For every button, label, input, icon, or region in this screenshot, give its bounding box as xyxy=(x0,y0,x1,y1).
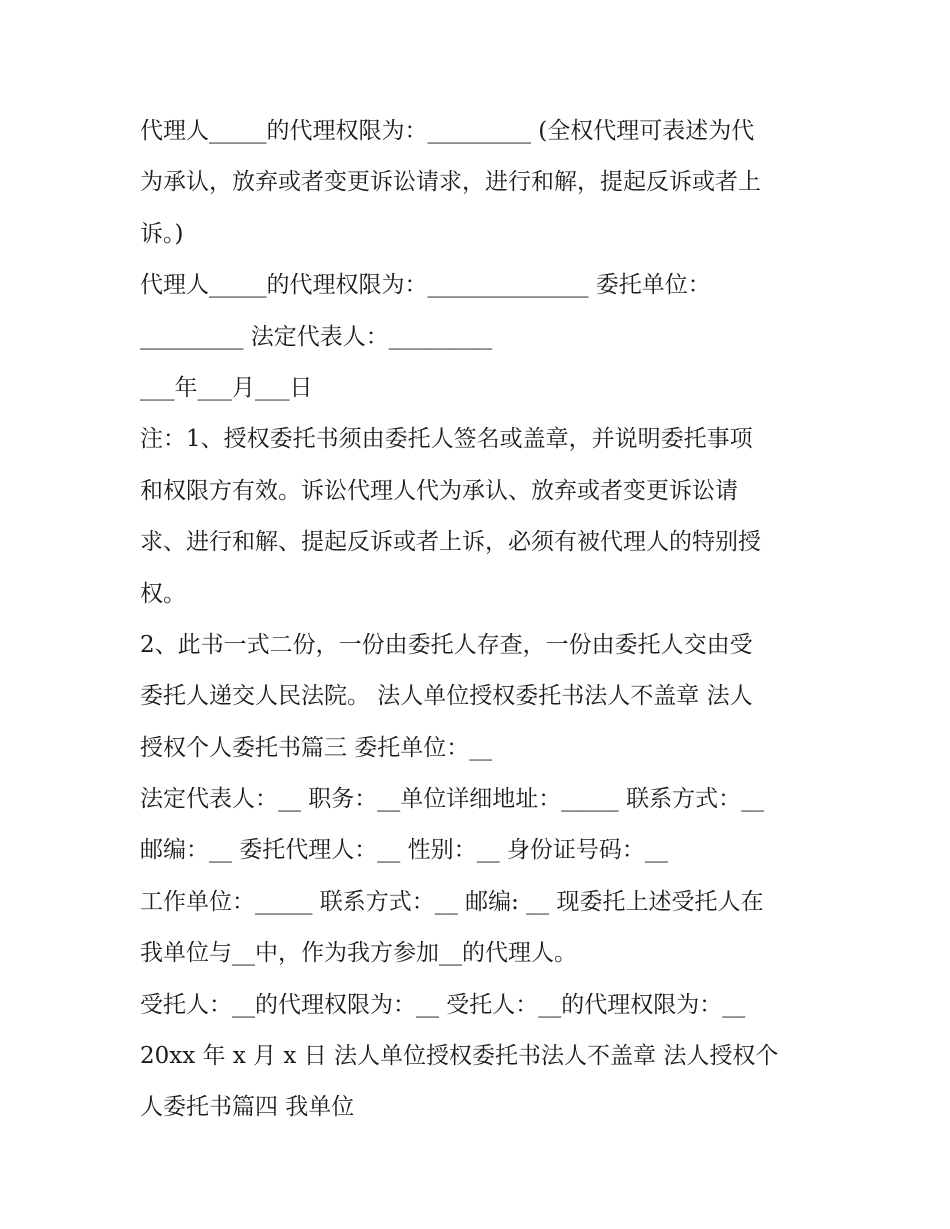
text-line: _________ 法定代表人：_________ xyxy=(140,323,493,350)
text-line: 2、此书一式二份，一份由委托人存查，一份由委托人交由受 xyxy=(140,631,753,658)
text-line: 20xx 年 x 月 x 日 法人单位授权委托书法人不盖章 法人授权个 xyxy=(140,1043,779,1070)
text-line: 授权个人委托书篇三 委托单位：__ xyxy=(140,734,493,761)
text-line: ___年___月___日 xyxy=(140,374,313,401)
text-line: 人委托书篇四 我单位 xyxy=(140,1094,355,1121)
text-line: 工作单位：_____ 联系方式：__ 邮编: __ 现委托上述受托人在 xyxy=(140,888,764,915)
text-line: 注：1、授权委托书须由委托人签名或盖章，并说明委托事项 xyxy=(140,426,753,453)
text-line: 为承认，放弃或者变更诉讼请求，进行和解，提起反诉或者上 xyxy=(140,169,761,196)
text-line: 代理人_____的代理权限为：______________ 委托单位： xyxy=(140,272,711,299)
text-line: 我单位与__中，作为我方参加__的代理人。 xyxy=(140,940,577,967)
document-body xyxy=(140,106,820,1134)
text-line: 诉。) xyxy=(140,220,184,247)
text-line: 求、进行和解、提起反诉或者上诉，必须有被代理人的特别授 xyxy=(140,529,761,556)
text-line: 法定代表人：__ 职务：__单位详细地址：_____ 联系方式：__ xyxy=(140,786,765,813)
text-line: 受托人：__的代理权限为：__ 受托人：__的代理权限为：__ xyxy=(140,991,746,1018)
text-line: 权。 xyxy=(140,580,186,607)
text-line: 代理人_____的代理权限为：_________ (全权代理可表述为代 xyxy=(140,118,755,144)
text-line: 和权限方有效。诉讼代理人代为承认、放弃或者变更诉讼请 xyxy=(140,477,738,504)
text-line: 邮编：__ 委托代理人：__ 性别：__ 身份证号码：__ xyxy=(140,837,668,864)
text-line: 委托人递交人民法院。 法人单位授权委托书法人不盖章 法人 xyxy=(140,683,753,710)
